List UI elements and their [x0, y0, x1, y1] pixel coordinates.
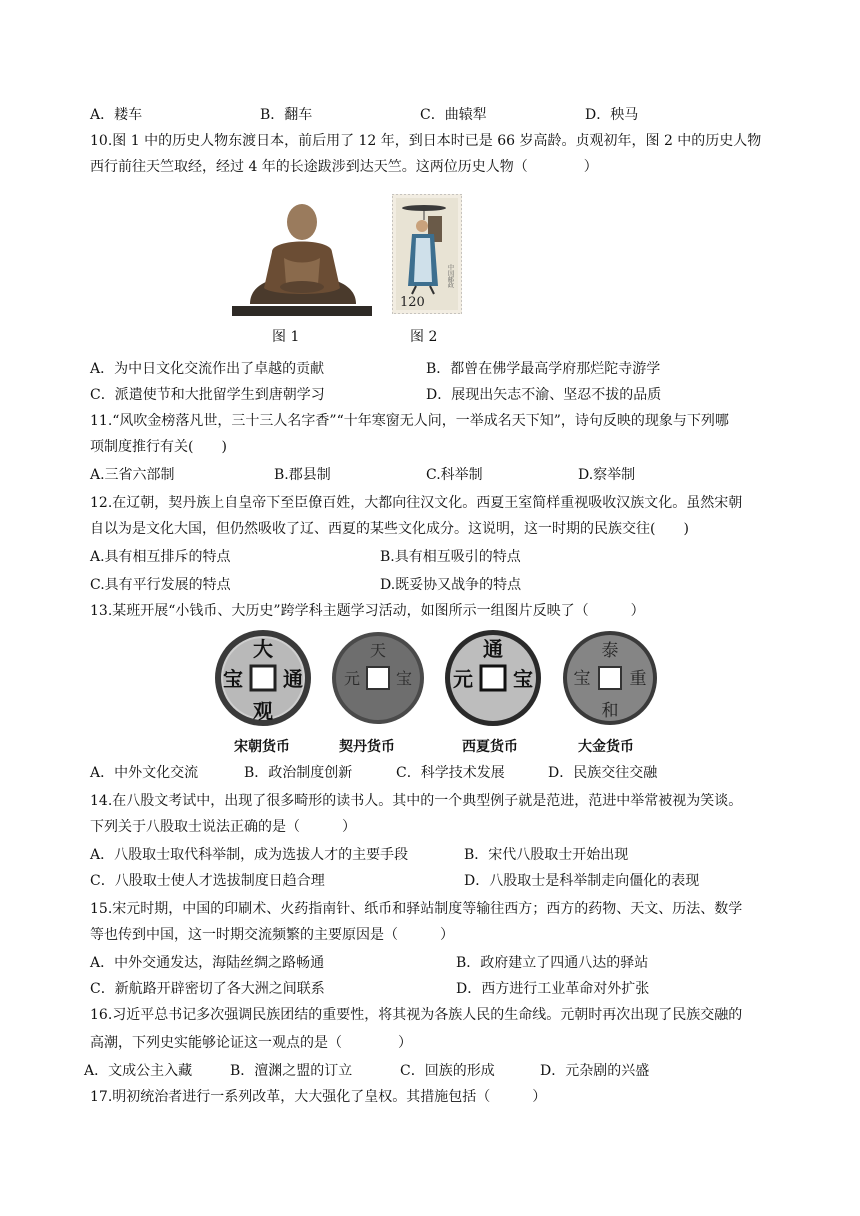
q10-option-d: D．展现出矢志不渝、坚忍不拔的品质: [426, 387, 662, 403]
q15-option-a: A．中外交通发达，海陆丝绸之路畅通: [90, 955, 325, 971]
q16-option-c: C．回族的形成: [400, 1063, 495, 1079]
q13-stem: 13.某班开展“小钱币、大历史”跨学科主题学习活动，如图所示一组图片反映了（ ）: [90, 603, 645, 619]
q12-option-a: A.具有相互排斥的特点: [90, 549, 231, 565]
song-coin-glyph-left: 宝: [223, 667, 243, 691]
q17-stem: 17.明初统治者进行一系列改革，大大强化了皇权。其措施包括（ ）: [90, 1089, 547, 1105]
q13-option-c: C．科学技术发展: [396, 765, 505, 781]
q11-option-b: B.郡县制: [274, 467, 331, 483]
q11-option-c: C.科举制: [426, 467, 483, 483]
q15-option-b: B．政府建立了四通八达的驿站: [456, 955, 649, 971]
q12-option-d: D.既妥协又战争的特点: [380, 577, 522, 593]
q11-stem-line2: 项制度推行有关( ): [90, 439, 227, 455]
monk-statue-image: [232, 192, 372, 316]
q12-option-c: C.具有平行发展的特点: [90, 577, 231, 593]
q13-option-b: B．政治制度创新: [244, 765, 353, 781]
jin-coin-glyph-left: 宝: [573, 669, 591, 689]
figure1-caption: 图 1: [272, 329, 300, 345]
q16-stem-line2: 高潮，下列史实能够论证这一观点的是（ ）: [90, 1035, 412, 1051]
q14-option-a: A．八股取士取代科举制，成为选拔人才的主要手段: [90, 847, 409, 863]
khitan-coin-glyph-left: 元: [343, 669, 361, 688]
q14-option-c: C．八股取士使人才选拔制度日趋合理: [90, 873, 325, 889]
xia-coin-glyph-left: 元: [453, 667, 473, 691]
coin-label-song: 宋朝货币: [234, 739, 290, 755]
khitan-coin-glyph-top: 天: [369, 641, 387, 660]
xia-coin-glyph-top: 通: [483, 637, 503, 661]
coin-label-khitan: 契丹货币: [339, 739, 395, 755]
figure2-caption: 图 2: [410, 329, 438, 345]
q10-option-c: C．派遣使节和大批留学生到唐朝学习: [90, 387, 325, 403]
khitan-coin-glyph-right: 宝: [395, 669, 413, 688]
q14-stem-line1: 14.在八股文考试中，出现了很多畸形的读书人。其中的一个典型例子就是范进，范进中举常被视为笑谈。: [90, 793, 743, 809]
q14-option-d: D．八股取士是科举制走向僵化的表现: [464, 873, 700, 889]
jin-coin-glyph-right: 重: [629, 669, 647, 689]
song-coin-glyph-bottom: 观: [253, 699, 273, 723]
q15-option-c: C．新航路开辟密切了各大洲之间联系: [90, 981, 325, 997]
q9-option-d: D．秧马: [585, 107, 639, 123]
jin-coin-icon: [563, 631, 657, 725]
q9-option-c: C．曲辕犁: [420, 107, 487, 123]
q16-option-a: A．文成公主入藏: [84, 1063, 193, 1079]
q12-stem-line1: 12.在辽朝，契丹族上自皇帝下至臣僚百姓，大都向往汉文化。西夏王室简样重视吸收汉族文化。虽然宋朝: [90, 495, 743, 511]
q13-option-d: D．民族交往交融: [548, 765, 658, 781]
stamp-text: 中国邮政: [446, 264, 454, 288]
q10-stem-line1: 10.图 1 中的历史人物东渡日本，前后用了 12 年，到日本时已是 66 岁高龄。贞观初年，图 2 中的历史人物: [90, 133, 762, 149]
xia-coin-glyph-right: 宝: [513, 667, 533, 691]
stamp-value: 120: [400, 295, 425, 310]
q15-stem-line1: 15.宋元时期，中国的印刷术、火药指南针、纸币和驿站制度等输往西方；西方的药物、天文、历法、数学: [90, 901, 743, 917]
q11-option-a: A.三省六部制: [90, 467, 175, 483]
western-xia-coin-icon: [445, 630, 541, 726]
q9-option-a: A．耧车: [90, 107, 143, 123]
q16-option-d: D．元杂剧的兴盛: [540, 1063, 650, 1079]
q14-option-b: B．宋代八股取士开始出现: [464, 847, 629, 863]
jin-coin-glyph-top: 泰: [601, 641, 619, 661]
song-coin-glyph-top: 大: [253, 637, 273, 661]
coins-image: [208, 626, 668, 730]
q11-stem-line1: 11.“风吹金榜落凡世，三十三人名字香”“十年寒窗无人问，一举成名天下知”，诗句反映的现象与下列哪: [90, 413, 729, 429]
q12-stem-line2: 自以为是文化大国，但仍然吸收了辽、西夏的某些文化成分。这说明，这一时期的民族交往( ): [90, 521, 689, 537]
song-coin-glyph-right: 通: [283, 667, 303, 691]
q14-stem-line2: 下列关于八股取士说法正确的是（ ）: [90, 819, 356, 835]
q10-option-a: A．为中日文化交流作出了卓越的贡献: [90, 361, 325, 377]
q9-option-b: B．翻车: [260, 107, 313, 123]
coin-label-jin: 大金货币: [578, 739, 634, 755]
khitan-coin-icon: [332, 632, 424, 724]
q10-stem-line2: 西行前往天竺取经，经过 4 年的长途跋涉到达天竺。这两位历史人物（ ）: [90, 159, 598, 175]
q10-option-b: B．都曾在佛学最高学府那烂陀寺游学: [426, 361, 661, 377]
q15-option-d: D．西方进行工业革命对外扩张: [456, 981, 650, 997]
q16-stem-line1: 16.习近平总书记多次强调民族团结的重要性，将其视为各族人民的生命线。元朝时再次出现了民族交融的: [90, 1007, 743, 1023]
q13-option-a: A．中外文化交流: [90, 765, 199, 781]
q11-option-d: D.察举制: [578, 467, 636, 483]
q15-stem-line2: 等也传到中国，这一时期交流频繁的主要原因是（ ）: [90, 927, 454, 943]
jin-coin-glyph-bottom: 和: [601, 701, 619, 721]
xuanzang-stamp-image: [392, 194, 462, 314]
coin-label-western-xia: 西夏货币: [462, 739, 518, 755]
q16-option-b: B．澶渊之盟的订立: [230, 1063, 353, 1079]
song-coin-icon: [215, 630, 311, 726]
q12-option-b: B.具有相互吸引的特点: [380, 549, 521, 565]
